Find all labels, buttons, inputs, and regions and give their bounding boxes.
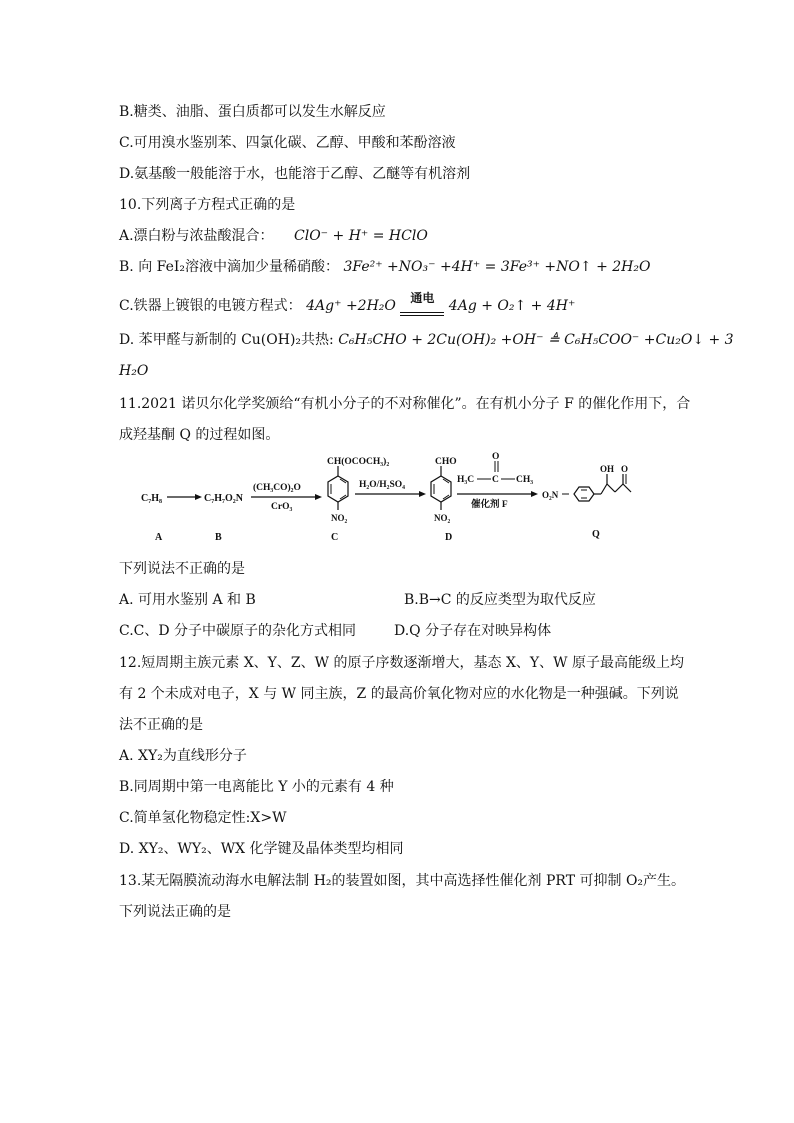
electrolysis-label: 通电 (410, 291, 435, 305)
q12-option-b: B.同周期中第一电离能比 Y 小的元素有 4 种 (119, 779, 394, 795)
q10-option-d-text: D. 苯甲醛与新制的 Cu(OH)₂共热: (119, 332, 334, 348)
q12-stem-line3: 法不正确的是 (119, 717, 203, 733)
compound-q-ketone: O (621, 464, 629, 474)
q12-option-d: D. XY₂、WY₂、WX 化学键及晶体类型均相同 (119, 841, 404, 857)
compound-b-formula: C₇H₇O₂N (204, 493, 243, 504)
reagent-b-c-top: (CH₃CO)₂O (253, 483, 301, 493)
reagent-d-q-left: H₃C (457, 475, 475, 485)
q10-option-a-text: A.漂白粉与浓盐酸混合： (119, 228, 274, 244)
compound-q-hydroxyl: OH (600, 464, 615, 474)
q11-options-row2 (119, 621, 552, 641)
synthesis-scheme (119, 448, 679, 548)
label-q: Q (592, 529, 600, 540)
compound-a-formula: C₇H₈ (141, 493, 162, 504)
q10-option-d-continuation: H₂O (119, 363, 149, 379)
q10-option-b-equation: 3Fe²⁺ +NO₃⁻ +4H⁺ = 3Fe³⁺ +NO↑ + 2H₂O (343, 259, 651, 275)
compound-q-structure (574, 474, 631, 501)
q9-option-d: D.氨基酸一般能溶于水，也能溶于乙醇、乙醚等有机溶剂 (119, 166, 471, 182)
label-d: D (445, 532, 453, 543)
compound-c-structure (328, 466, 348, 510)
q11-stem-line1: 11.2021 诺贝尔化学奖颁给“有机小分子的不对称催化”。在有机小分子 F 的催化作用下，合 (119, 396, 691, 412)
q10-option-c-text: C.铁器上镀银的电镀方程式： (119, 298, 302, 314)
compound-c-nitro: NO₂ (331, 513, 348, 523)
q10-option-d (119, 330, 734, 350)
q11-option-d: D.Q 分子存在对映异构体 (394, 623, 552, 639)
q10-option-c (119, 291, 576, 316)
q12-stem-line2: 有 2 个未成对电子，X 与 W 同主族，Z 的最高价氧化物对应的水化物是一种强碱。下列说 (119, 686, 679, 702)
arrow-c-d-head (419, 491, 426, 497)
q10-option-d-equation: C₆H₅CHO + 2Cu(OH)₂ +OH⁻ ≜ C₆H₅COO⁻ +Cu₂O↓ + 3 (338, 332, 734, 348)
arrow-d-q-head (531, 491, 538, 497)
q10-option-b (119, 257, 650, 277)
label-c: C (331, 532, 339, 543)
arrow-a-b-head (195, 494, 202, 500)
q13-stem-line1: 13.某无隔膜流动海水电解法制 H₂的装置如图，其中高选择性催化剂 PRT 可抑制 O₂产生。 (119, 873, 686, 889)
reagent-c-d: H₂O/H₂SO₄ (359, 480, 406, 490)
q11-options-row1 (119, 590, 596, 610)
catalyst-f-label: 催化剂 F (471, 500, 508, 510)
acetone-oxygen: O (492, 452, 500, 462)
q11-option-a: A. 可用水鉴别 A 和 B (119, 592, 256, 608)
q10-stem: 10.下列离子方程式正确的是 (119, 197, 296, 213)
q13-stem-line2: 下列说法正确的是 (119, 904, 231, 920)
q11-ask: 下列说法不正确的是 (119, 561, 245, 577)
compound-q-nitro: O₂N (542, 490, 559, 500)
electrolysis-arrow (400, 291, 444, 316)
q10-option-a-equation: ClO⁻ + H⁺ = HClO (294, 228, 428, 244)
q12-option-a: A. XY₂为直线形分子 (119, 748, 247, 764)
q9-option-b: B.糖类、油脂、蛋白质都可以发生水解反应 (119, 104, 386, 120)
arrow-b-c-head (315, 494, 322, 500)
q11-option-b: B.B→C 的反应类型为取代反应 (404, 592, 596, 608)
q11-stem-line2: 成羟基酮 Q 的过程如图。 (119, 427, 280, 443)
q10-option-b-text: B. 向 FeI₂溶液中滴加少量稀硝酸： (119, 259, 340, 275)
q10-option-c-equation-right: 4Ag + O₂↑ + 4H⁺ (448, 298, 576, 314)
label-a: A (155, 532, 163, 543)
label-b: B (215, 532, 222, 543)
compound-d-substituent: CHO (435, 457, 457, 467)
reagent-d-q-right: CH₃ (516, 475, 534, 485)
q11-option-c: C.C、D 分子中碳原子的杂化方式相同 (119, 623, 357, 639)
compound-d-nitro: NO₂ (434, 513, 451, 523)
compound-d-structure (431, 466, 451, 510)
q10-option-a (119, 226, 428, 246)
reagent-b-c-bottom: CrO₃ (271, 502, 293, 512)
q10-option-c-equation-left: 4Ag⁺ +2H₂O (306, 298, 396, 314)
compound-c-substituent: CH(OCOCH₃)₂ (327, 457, 390, 467)
acetone-carbon: C (492, 475, 499, 485)
q12-option-c: C.简单氢化物稳定性:X>W (119, 810, 287, 826)
q12-stem-line1: 12.短周期主族元素 X、Y、Z、W 的原子序数逐渐增大，基态 X、Y、W 原子最高能级上均 (119, 655, 684, 671)
q9-option-c: C.可用溴水鉴别苯、四氯化碳、乙醇、甲酸和苯酚溶液 (119, 135, 456, 151)
